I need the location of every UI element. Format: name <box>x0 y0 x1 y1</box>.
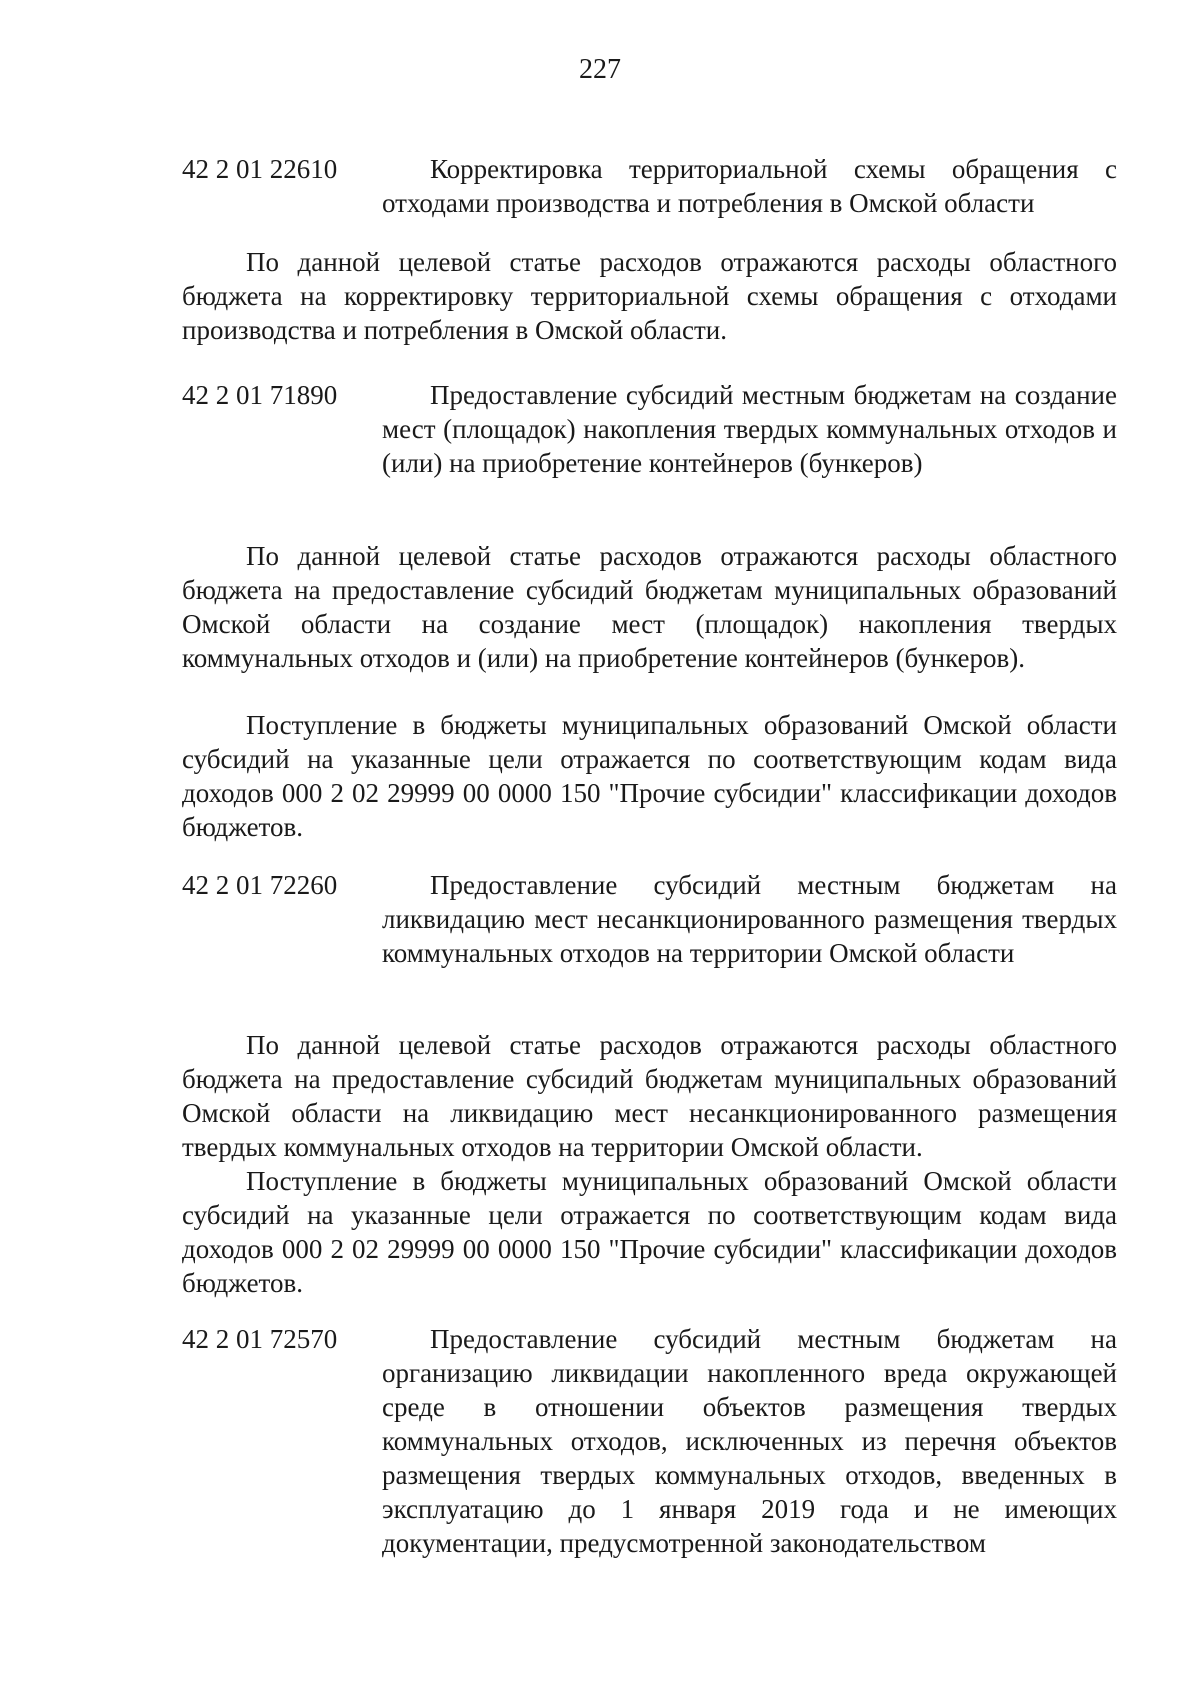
entry-code: 42 2 01 72570 <box>182 1324 338 1354</box>
entry-code: 42 2 01 71890 <box>182 380 338 410</box>
entry-paragraph: Поступление в бюджеты муниципальных образований Омской области субсидий на указанные цели отражается по соответствующим кодам вида доходов 000 2 02 29999 00 0000 150 "Прочие субсидии" классификации доходов бюджетов. <box>182 710 1117 842</box>
entry-title: Корректировка территориальной схемы обращения с отходами производства и потребления в Омской области <box>382 154 1117 218</box>
entry-paragraph: Поступление в бюджеты муниципальных образований Омской области субсидий на указанные цели отражается по соответствующим кодам вида доходов 000 2 02 29999 00 0000 150 "Прочие субсидии" классификации доходов бюджетов. <box>182 1166 1117 1298</box>
entry-title: Предоставление субсидий местным бюджетам на ликвидацию мест несанкционированного размещения твердых коммунальных отходов на территории Омской области <box>382 870 1117 968</box>
entry-code: 42 2 01 22610 <box>182 154 338 184</box>
entry-title: Предоставление субсидий местным бюджетам на организацию ликвидации накопленного вреда окружающей среде в отношении объектов размещения твердых коммунальных отходов, исключенных из перечня объектов размещения твердых коммунальных отходов, введенных в эксплуатацию до 1 января 2019 года и не имеющих документации, предусмотренной законодательством <box>382 1324 1117 1558</box>
entry-paragraph: По данной целевой статье расходов отражаются расходы областного бюджета на предоставление субсидий бюджетам муниципальных образований Омской области на ликвидацию мест несанкционированного размещения твердых коммунальных отходов на территории Омской области. <box>182 1030 1117 1162</box>
entry-title: Предоставление субсидий местным бюджетам на создание мест (площадок) накопления твердых коммунальных отходов и (или) на приобретение контейнеров (бункеров) <box>382 380 1117 478</box>
entry-paragraph: По данной целевой статье расходов отражаются расходы областного бюджета на корректировку территориальной схемы обращения с отходами производства и потребления в Омской области. <box>182 247 1117 345</box>
page-number: 227 <box>579 54 621 85</box>
entry-paragraph: По данной целевой статье расходов отражаются расходы областного бюджета на предоставление субсидий бюджетам муниципальных образований Омской области на создание мест (площадок) накопления твердых коммунальных отходов и (или) на приобретение контейнеров (бункеров). <box>182 541 1117 673</box>
entry-code: 42 2 01 72260 <box>182 870 338 900</box>
